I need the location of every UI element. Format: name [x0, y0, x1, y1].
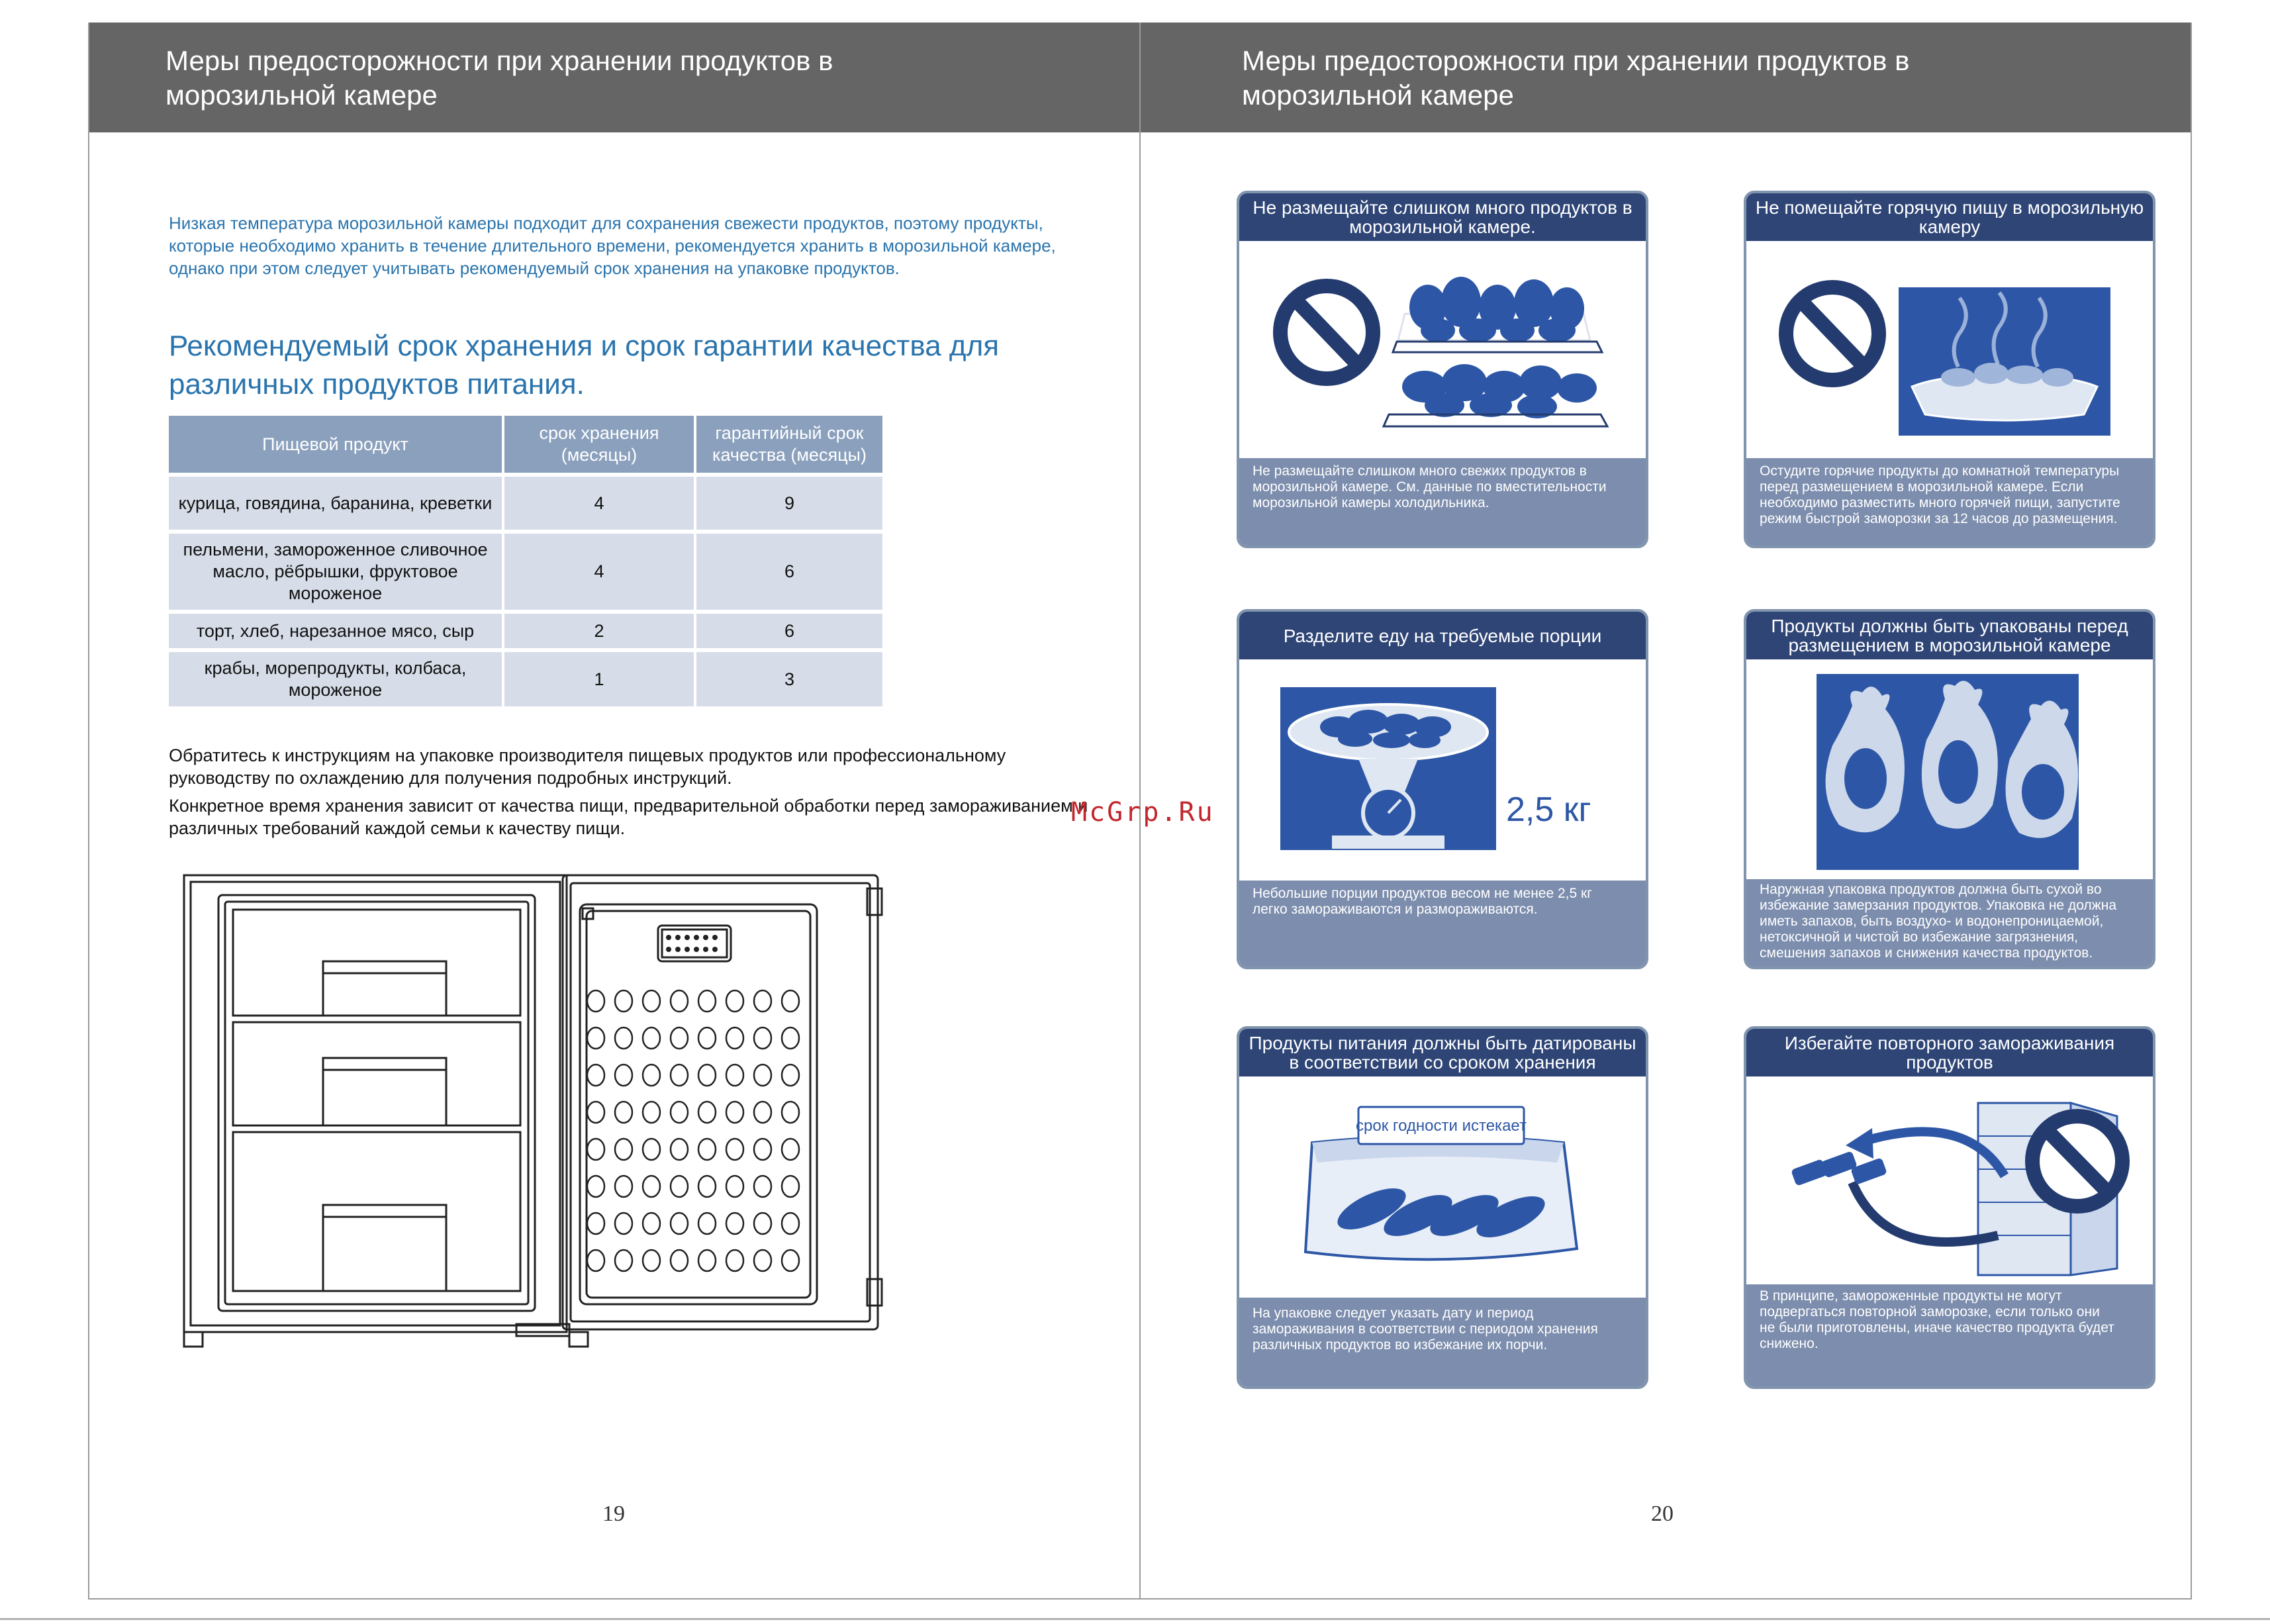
card-text-line: подвергаться повторной заморозке, если только они	[1760, 1304, 2100, 1319]
watermark: McGrp.Ru	[1071, 797, 1215, 828]
bags-illustration	[1746, 659, 2153, 877]
column-header: срок хранения (месяцы)	[503, 416, 695, 475]
card-text-line: иметь запахов, быть воздухо- и водонепроницаемой,	[1760, 914, 2104, 929]
page-number-left: 19	[602, 1502, 625, 1526]
right-page-header	[1141, 23, 2191, 132]
card-title: Продукты питания должны быть датированы в соответствии со сроком хранения	[1239, 1029, 1646, 1076]
intro-paragraph: Низкая температура морозильной камеры подходит для сохранения свежести продуктов, поэтому продукты, которые необходимо хранить в течение длительного времени, рекомендуется хранить в морозильной камере, однако при этом следует учитывать рекомендуемый срок хранения на упаковке продуктов.	[169, 213, 1056, 278]
card-text-line: морозильной камеры холодильника.	[1253, 495, 1490, 510]
table-cell-quality: 3	[695, 650, 882, 708]
refreeze-illustration	[1746, 1076, 2153, 1294]
table-row	[169, 475, 882, 532]
table-row	[169, 650, 882, 708]
card-title: Не размещайте слишком много продуктов в морозильной камере.	[1239, 193, 1646, 241]
card-title: Продукты должны быть упакованы перед размещением в морозильной камере	[1746, 612, 2153, 659]
card-text-line: нетоксичной и чистой во избежание загрязнения,	[1760, 930, 2079, 945]
card-text-line: избежание замерзания продуктов. Упаковка не должна	[1760, 898, 2116, 913]
card-illustration	[1746, 1076, 2153, 1294]
table-cell-quality: 6	[695, 612, 882, 650]
card-date-food	[1237, 1026, 1648, 1389]
card-title: Разделите еду на требуемые порции	[1239, 612, 1646, 659]
header-title-line2: морозильной камере	[166, 79, 438, 111]
expiry-label: срок годности истекает	[1356, 1117, 1527, 1135]
card-text	[1746, 879, 2153, 967]
dated-bag-illustration	[1239, 1076, 1646, 1294]
card-illustration	[1239, 241, 1646, 458]
card-title: Не помещайте горячую пищу в морозильную камеру	[1746, 193, 2153, 241]
table-cell-product: крабы, морепродукты, колбаса, мороженое	[169, 650, 503, 708]
card-text	[1239, 458, 1646, 546]
card-text	[1746, 458, 2153, 546]
card-text-line: перед размещением в морозильной камере. Если	[1760, 479, 2084, 495]
page-number-right: 20	[1651, 1502, 1674, 1526]
note-storage-time: Конкретное время хранения зависит от качества пищи, предварительной обработки перед замораживанием и различных требований каждой семьи к качеству пищи.	[169, 796, 1088, 838]
card-illustration	[1239, 1076, 1646, 1294]
card-text-line: Остудите горячие продукты до комнатной температуры	[1760, 463, 2120, 479]
section-title: Рекомендуемый срок хранения и срок гарантии качества для различных продуктов питания.	[169, 330, 1000, 401]
no-hot-food-illustration	[1746, 241, 2153, 458]
card-text-line: морозильной камере. См. данные по вместительности	[1253, 479, 1607, 495]
table-cell-product: пельмени, замороженное сливочное масло, рёбрышки, фруктовое мороженое	[169, 532, 503, 612]
card-text-line: режим быстрой заморозки за 12 часов до размещения.	[1760, 511, 2118, 526]
card-text-line: необходимо разместить много горячей пищи, запустите	[1760, 495, 2120, 510]
card-illustration	[1239, 659, 1646, 877]
column-header: гарантийный срок качества (месяцы)	[695, 416, 882, 475]
card-text-line: Небольшие порции продуктов весом не менее 2,5 кг	[1253, 886, 1592, 901]
card-text-line: снижено.	[1760, 1336, 1819, 1351]
table-cell-product: торт, хлеб, нарезанное мясо, сыр	[169, 612, 503, 650]
storage-table	[169, 416, 882, 710]
table-cell-storage: 4	[503, 475, 695, 532]
card-text-line: На упаковке следует указать дату и период	[1253, 1306, 1534, 1321]
card-text-line: Не размещайте слишком много свежих продуктов в	[1253, 463, 1587, 479]
card-no-refreeze	[1744, 1026, 2155, 1389]
card-text-line: Наружная упаковка продуктов должна быть сухой во	[1760, 882, 2102, 897]
no-overload-illustration	[1239, 241, 1646, 458]
bottom-rule	[0, 1618, 2270, 1620]
card-pack-food	[1744, 609, 2155, 969]
header-title-line1: Меры предосторожности при хранении продуктов в	[166, 45, 833, 76]
card-text-line: различных продуктов во избежание их порчи.	[1253, 1337, 1548, 1353]
column-header: Пищевой продукт	[169, 416, 503, 475]
scale-illustration	[1239, 659, 1646, 877]
table-cell-quality: 6	[695, 532, 882, 612]
left-page-header	[89, 23, 1139, 132]
note-manufacturer-instructions: Обратитесь к инструкциям на упаковке производителя пищевых продуктов или профессиональному руководству по охлаждению для получения подробных инструкций.	[169, 745, 1006, 788]
freezer-drawing	[179, 869, 887, 1369]
card-text-line: смешения запахов и снижения качества продуктов.	[1760, 945, 2093, 961]
card-no-hot-food	[1744, 191, 2155, 548]
card-text-line: легко замораживаются и размораживаются.	[1253, 902, 1538, 917]
table-cell-product: курица, говядина, баранина, креветки	[169, 475, 503, 532]
card-illustration	[1746, 659, 2153, 877]
table-cell-storage: 4	[503, 532, 695, 612]
table-cell-quality: 9	[695, 475, 882, 532]
card-text-line: не были приготовлены, иначе качество продукта будет	[1760, 1320, 2114, 1335]
table-row	[169, 612, 882, 650]
weight-label: ≤ 2,5 кг	[1478, 790, 1591, 829]
card-title: Избегайте повторного замораживания продуктов	[1746, 1029, 2153, 1076]
card-text	[1239, 1298, 1646, 1386]
card-dont-overfill	[1237, 191, 1648, 548]
card-text	[1239, 881, 1646, 967]
table-cell-storage: 2	[503, 612, 695, 650]
header-title-line2: морозильной камере	[1242, 79, 1514, 111]
header-title-line1: Меры предосторожности при хранении продуктов в	[1242, 45, 1910, 76]
card-illustration	[1746, 241, 2153, 458]
card-text-line: В принципе, замороженные продукты не могут	[1760, 1288, 2062, 1304]
card-divide-portions	[1237, 609, 1648, 969]
table-row	[169, 532, 882, 612]
table-header-row	[169, 416, 882, 475]
table-cell-storage: 1	[503, 650, 695, 708]
card-text	[1746, 1284, 2153, 1386]
card-text-line: замораживания в соответствии с периодом хранения	[1253, 1321, 1598, 1337]
